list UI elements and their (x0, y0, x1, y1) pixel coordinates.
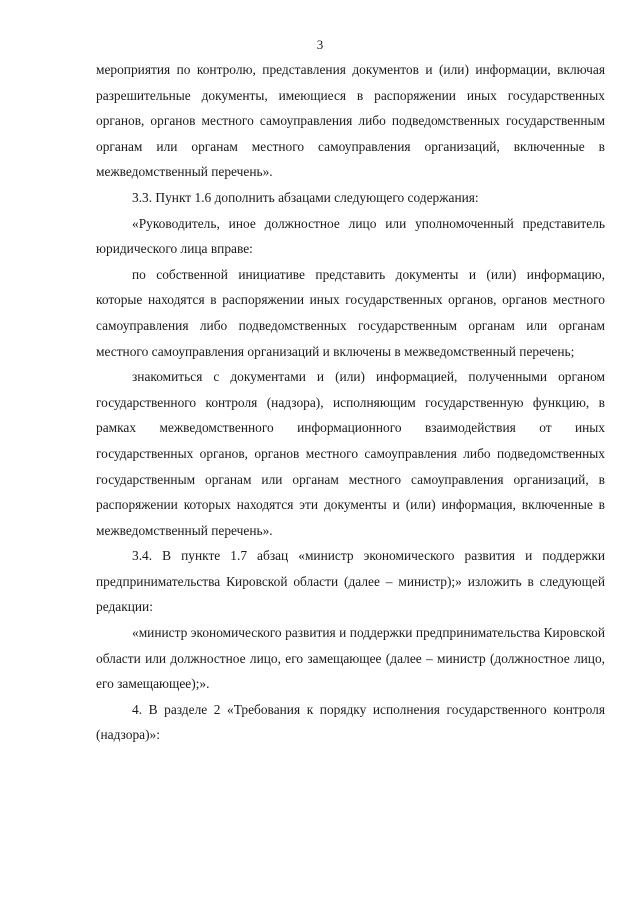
paragraph-continuation: мероприятия по контролю, представления документов и (или) информации, включая разрешительные документы, имеющиеся в распоряжении иных государственных органов, органов местного самоуправления либо подведомственных государственным органам или органам местного самоуправления организаций, включенные в межведомственный перечень». (96, 62, 605, 180)
paragraph-3-3: 3.3. Пункт 1.6 дополнить абзацами следующего содержания: (132, 189, 479, 205)
page-number: 3 (316, 37, 324, 52)
document-body (96, 57, 605, 748)
paragraph-right-review: знакомиться с документами и (или) информацией, полученными органом государственного контроля (надзора), исполняющим государственную функцию, в рамках межведомственного информационного взаимодействия от иных государственных органов, органов местного самоуправления либо подведомственных государственным органам или органам местного самоуправления организаций, в распоряжении которых находятся эти документы и (или) информация, включенные в межведомственный перечень». (96, 369, 605, 538)
paragraph-minister-wording: «министр экономического развития и поддержки предпринимательства Кировской области или должностное лицо, его замещающее (далее – министр (должностное лицо, его замещающее);». (96, 625, 605, 692)
paragraph-rights-intro: «Руководитель, иное должностное лицо или уполномоченный представитель юридического лица вправе: (96, 215, 605, 257)
paragraph-4: 4. В разделе 2 «Требования к порядку исполнения государственного контроля (надзора)»: (96, 701, 605, 743)
paragraph-right-submit: по собственной инициативе представить документы и (или) информацию, которые находятся в распоряжении иных государственных органов, органов местного самоуправления либо подведомственных государственным органам или органам местного самоуправления организаций и включены в межведомственный перечень; (96, 266, 605, 359)
paragraph-3-4: 3.4. В пункте 1.7 абзац «министр экономического развития и поддержки предпринимательства Кировской области (далее – министр);» изложить в следующей редакции: (96, 548, 605, 615)
